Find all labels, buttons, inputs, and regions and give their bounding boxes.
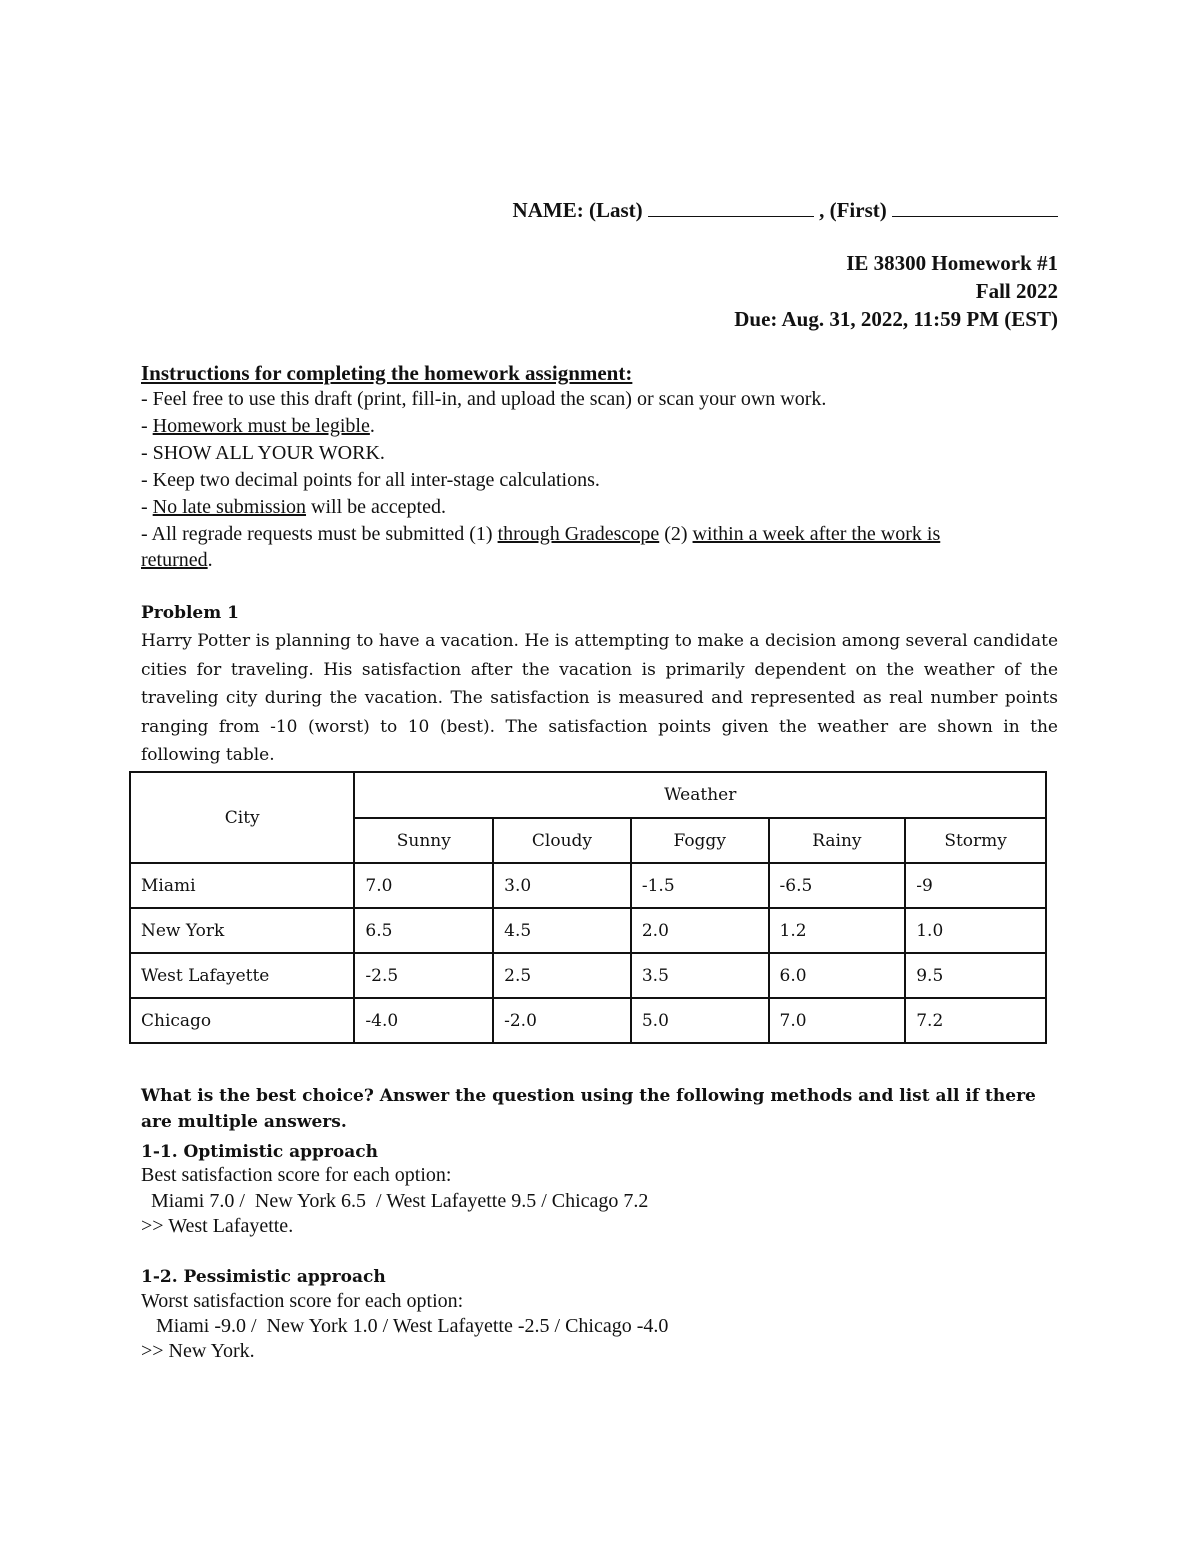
column-header-cloudy: Cloudy [493,818,631,863]
value-cell: -2.5 [354,953,493,998]
value-cell: 7.0 [769,998,906,1043]
due-date: Due: Aug. 31, 2022, 11:59 PM (EST) [734,307,1058,331]
part-1-1-line-1: Best satisfaction score for each option: [141,1164,452,1186]
instruction-line-5-suffix: will be accepted. [306,496,446,518]
part-1-1-line-2: Miami 7.0 / New York 6.5 / West Lafayette 9.5 / Chicago 7.2 [141,1190,649,1212]
instruction-line-6-a: - All regrade requests must be submitted (1) [141,523,498,545]
instruction-line-3: - SHOW ALL YOUR WORK. [141,442,385,464]
value-cell: 7.2 [905,998,1046,1043]
part-1-2-line-2: Miami -9.0 / New York 1.0 / West Lafayette -2.5 / Chicago -4.0 [141,1315,669,1337]
value-cell: 5.0 [631,998,769,1043]
value-cell: 7.0 [354,863,493,908]
instruction-line-2-underlined: Homework must be legible [152,415,370,437]
value-cell: 9.5 [905,953,1046,998]
satisfaction-table [129,771,1047,1044]
city-cell: New York [130,908,354,953]
first-name-label: , (First) [819,198,887,222]
instruction-line-5 [141,496,446,519]
instruction-line-5-underlined: No late submission [152,496,307,518]
value-cell: -1.5 [631,863,769,908]
instruction-line-2 [141,415,375,438]
column-header-rainy: Rainy [769,818,906,863]
instruction-line-7-suffix: . [207,549,213,571]
part-1-2-answer: >> New York. [141,1340,255,1362]
value-cell: 3.5 [631,953,769,998]
instruction-line-1: - Feel free to use this draft (print, fill-in, and upload the scan) or scan your own work. [141,388,827,410]
table-row [130,908,1046,953]
column-header-sunny: Sunny [354,818,493,863]
instruction-line-6-gradescope: through Gradescope [497,523,660,545]
value-cell: 2.5 [493,953,631,998]
name-line [513,198,1058,223]
part-1-1-heading: 1-1. Optimistic approach [141,1142,378,1162]
table-row [130,863,1046,908]
value-cell: -6.5 [769,863,906,908]
problem-1-heading: Problem 1 [141,603,239,623]
value-cell: 6.5 [354,908,493,953]
value-cell: 4.5 [493,908,631,953]
instructions-title: Instructions for completing the homework assignment: [141,361,633,385]
instruction-line-5-prefix: - [141,496,153,518]
value-cell: -9 [905,863,1046,908]
city-cell: West Lafayette [130,953,354,998]
instruction-line-6-b: (2) [659,523,693,545]
instruction-line-6-week: within a week after the work is [692,523,941,545]
part-1-2-heading: 1-2. Pessimistic approach [141,1267,386,1287]
part-1-1-answer: >> West Lafayette. [141,1215,294,1237]
table-header-row [130,772,1046,818]
question-text: What is the best choice? Answer the question using the following methods and list all if there are multiple answers. [141,1086,1036,1132]
value-cell: 6.0 [769,953,906,998]
value-cell: -4.0 [354,998,493,1043]
instruction-line-7-returned: returned [141,549,208,571]
value-cell: -2.0 [493,998,631,1043]
table-row [130,953,1046,998]
first-name-blank[interactable] [892,198,1058,217]
instruction-line-2-prefix: - [141,415,153,437]
instruction-line-7 [141,549,213,572]
instruction-line-4: - Keep two decimal points for all inter-stage calculations. [141,469,600,491]
part-1-2-line-1: Worst satisfaction score for each option: [141,1290,464,1312]
city-cell: Chicago [130,998,354,1043]
value-cell: 2.0 [631,908,769,953]
city-header: City [130,772,354,863]
term-label: Fall 2022 [975,279,1058,303]
problem-1-text: Harry Potter is planning to have a vacation. He is attempting to make a decision among several candidate cities for traveling. His satisfaction after the vacation is primarily dependent on the weather of the traveling city during the vacation. The satisfaction is measured and represented as real number points ranging from -10 (worst) to 10 (best). The satisfaction points given the weather are shown in the following table. [141,631,1058,766]
value-cell: 1.2 [769,908,906,953]
column-header-stormy: Stormy [905,818,1046,863]
city-cell: Miami [130,863,354,908]
value-cell: 1.0 [905,908,1046,953]
instruction-line-6 [141,523,940,546]
last-name-blank[interactable] [648,198,814,217]
table-row [130,998,1046,1043]
weather-header: Weather [354,772,1046,818]
column-header-foggy: Foggy [631,818,769,863]
course-title: IE 38300 Homework #1 [846,251,1058,275]
last-name-label: NAME: (Last) [512,198,643,222]
instruction-line-2-suffix: . [369,415,375,437]
value-cell: 3.0 [493,863,631,908]
